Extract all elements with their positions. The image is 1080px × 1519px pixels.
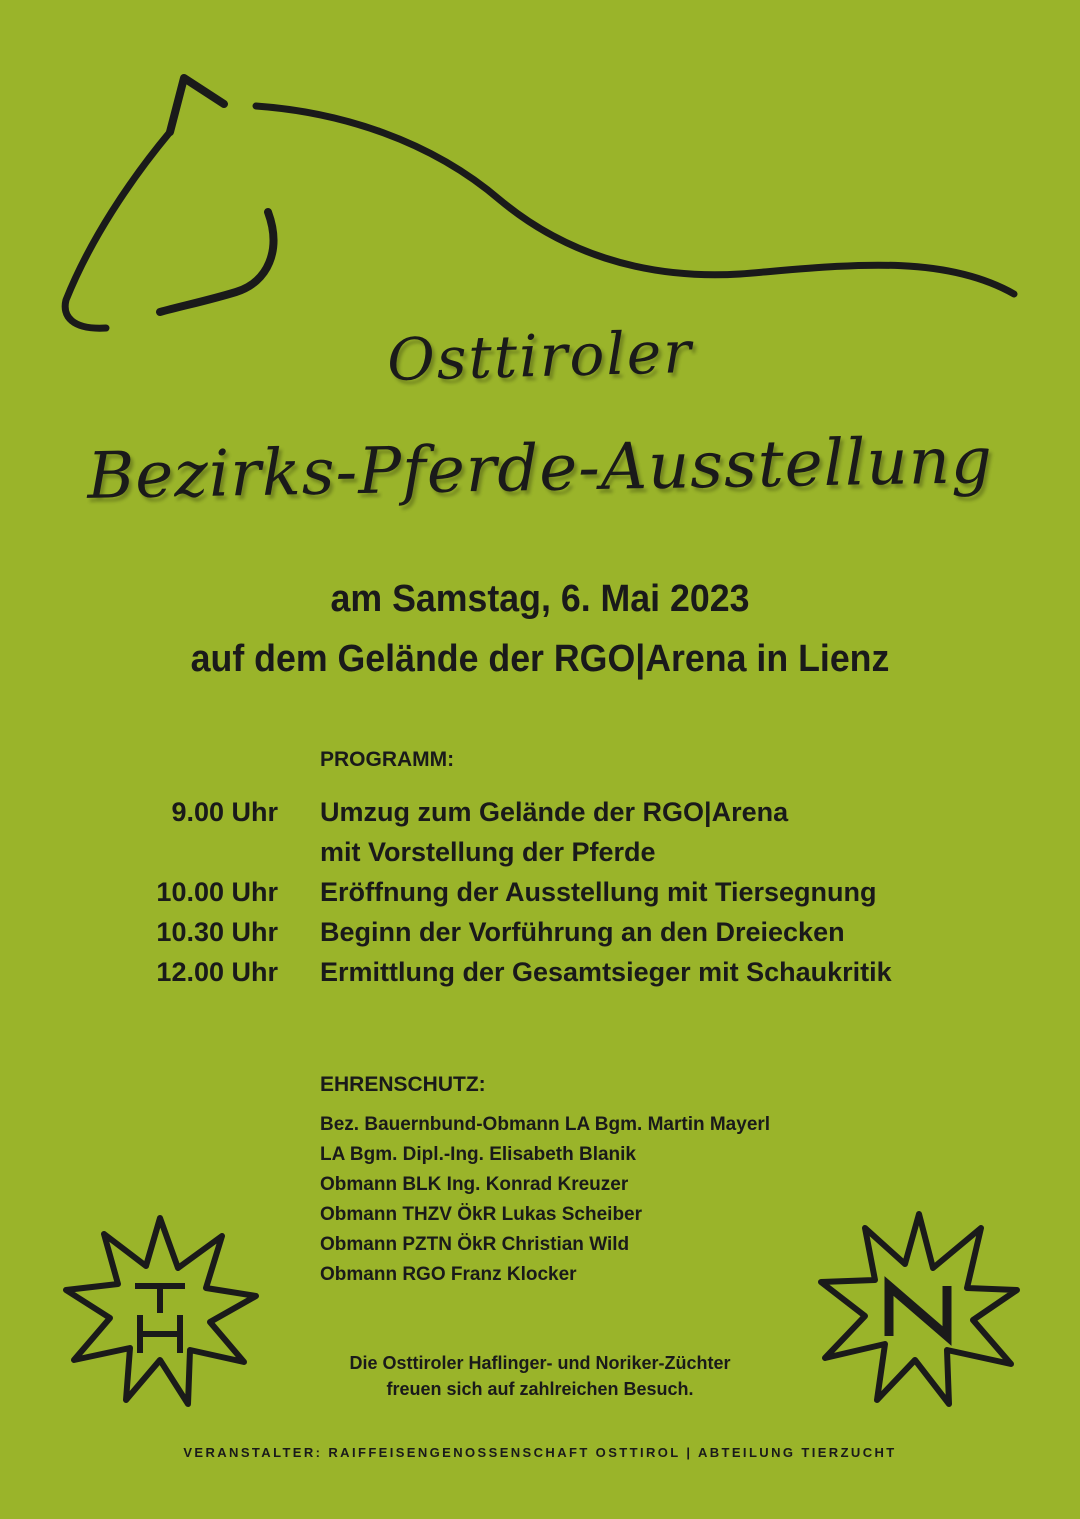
patronage-name: Obmann BLK Ing. Konrad Kreuzer: [320, 1174, 629, 1195]
horse-line-drawing: [0, 0, 1080, 360]
closing-line-1: Die Osttiroler Haflinger- und Noriker-Züchter: [349, 1353, 731, 1373]
patronage-name: LA Bgm. Dipl.-Ing. Elisabeth Blanik: [320, 1144, 636, 1165]
program-text: Eröffnung der Ausstellung mit Tiersegnung: [320, 877, 877, 907]
program-time: 10.00 Uhr: [156, 877, 278, 907]
closing-message: [320, 1350, 760, 1402]
closing-line-2: freuen sich auf zahlreichen Besuch.: [386, 1379, 694, 1399]
patronage-name: Obmann THZV ÖkR Lukas Scheiber: [320, 1204, 643, 1225]
program-time: 12.00 Uhr: [156, 957, 278, 987]
patronage-name: Obmann RGO Franz Klocker: [320, 1264, 577, 1285]
title-line-1: Osttiroler: [386, 318, 694, 394]
program-time: 10.30 Uhr: [156, 917, 278, 947]
haflinger-logo: [60, 1210, 260, 1410]
organizer-footer: VERANSTALTER: RAIFFEISENGENOSSENSCHAFT OSTTIROL | ABTEILUNG TIERZUCHT: [183, 1445, 897, 1460]
noriker-logo: [815, 1208, 1025, 1408]
program-item: [0, 957, 1080, 997]
patronage-heading: EHRENSCHUTZ:: [320, 1073, 486, 1096]
patronage-list: [320, 1110, 770, 1290]
patronage-name: Obmann PZTN ÖkR Christian Wild: [320, 1234, 630, 1255]
program-item: [0, 797, 1080, 867]
program-item: [0, 917, 1080, 957]
program-item: [0, 877, 1080, 917]
program-text: Ermittlung der Gesamtsieger mit Schaukritik: [320, 957, 892, 987]
patronage-name: Bez. Bauernbund-Obmann LA Bgm. Martin Mayerl: [320, 1114, 771, 1135]
title-line-2: Bezirks-Pferde-Ausstellung: [86, 424, 994, 514]
program-text: Beginn der Vorführung an den Dreiecken: [320, 917, 845, 947]
program-time: 9.00 Uhr: [171, 797, 278, 827]
program-heading: PROGRAMM:: [320, 748, 455, 771]
program-text: Umzug zum Gelände der RGO|Arena: [320, 797, 789, 827]
event-date: am Samstag, 6. Mai 2023: [330, 578, 750, 620]
event-place: auf dem Gelände der RGO|Arena in Lienz: [190, 638, 890, 680]
program-text-continued: mit Vorstellung der Pferde: [320, 837, 656, 867]
